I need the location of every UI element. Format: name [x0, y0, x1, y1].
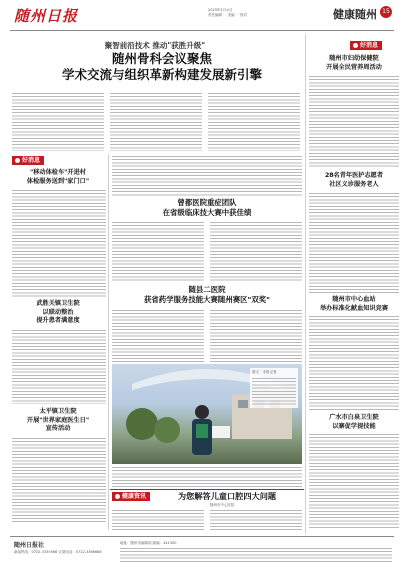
center-story1-body-col2: [210, 222, 302, 282]
center-top-body: [112, 156, 302, 196]
editor-line: 责任编辑 · · 美编 · · 校对: [208, 13, 248, 17]
center-story2-body-col2: [210, 310, 302, 362]
right-story4-body: [309, 434, 399, 530]
bottom-byline: 随州市中心医院: [210, 503, 235, 507]
footer-address: 地址：随州市编辑部 邮编：441300: [120, 541, 177, 545]
masthead: [0, 0, 402, 36]
right-column-divider: [305, 34, 306, 534]
logo-text: 随州日报: [14, 7, 79, 25]
right-story1-title: 随州市妇幼保健院 开展全民营养周活动: [326, 55, 382, 71]
photo-caption: 图文：本报记者: [252, 370, 277, 374]
left-story1-title: "移动体检车"开进村 体检服务送到"家门口": [26, 169, 90, 185]
left-story3-title: 太平镇卫生院 开展"世界家庭医生日" 宣传活动: [26, 408, 90, 432]
bottom-tag: 健康资讯: [112, 492, 150, 501]
footer-paper-name: 随州日报社: [14, 542, 45, 549]
center-story2-title: 随县二医院 获省药学服务技能大赛随州赛区"双奖": [144, 285, 270, 304]
footer-rule: [10, 536, 394, 537]
lead-body-col3: [208, 93, 300, 151]
section-title: 健康随州: [333, 8, 377, 21]
right-tag: 好消息: [350, 41, 382, 50]
left-story2-title: 武胜关镇卫生院 以联动整治 提升患者满意度: [36, 300, 80, 324]
masthead-meta: [208, 8, 318, 22]
left-column-divider: [108, 154, 109, 530]
left-story3-body: [12, 438, 106, 524]
center-bottom-body: [112, 467, 302, 487]
lead-title: 随州骨科会议聚焦 学术交流与组织革新构建发展新引擎: [61, 51, 262, 82]
left-story1-body: [12, 190, 106, 298]
bottom-rule: [110, 489, 304, 490]
lead-body-col2: [110, 93, 202, 151]
footer-hotline: 新闻热线：0722-3335566 订阅电话：0722-3366666: [14, 550, 102, 554]
right-story3-body: [309, 316, 399, 412]
left-tag: 好消息: [12, 156, 44, 165]
right-story2-title: 28名青年医护志愿者 社区义诊服务老人: [324, 172, 384, 188]
news-photo: [112, 364, 302, 464]
page-number-badge: [380, 6, 392, 18]
right-story4-title: 广水市白泉卫生院 以寨促学提技能: [329, 414, 379, 430]
masthead-logo: [14, 6, 114, 24]
lead-body-col1: [12, 93, 104, 151]
bottom-title: 为您解答儿童口腔四大问题: [177, 491, 277, 501]
left-story2-body: [12, 330, 106, 404]
lead-kicker: 聚智前沿技术 推动"获胜升级": [104, 41, 206, 50]
page-number: 15: [382, 8, 390, 15]
center-story1-title: 曾都医院重症团队 在省级临床技大赛中获佳绩: [162, 198, 252, 217]
center-story1-body-col1: [112, 222, 204, 282]
right-story1-body: [309, 76, 399, 168]
photo-caption-box: [250, 368, 298, 408]
right-story3-title: 随州市中心血站 举办标准化献血知识竞赛: [319, 296, 389, 312]
footer-fineprint: [120, 548, 392, 562]
bottom-body-col2: [210, 510, 302, 532]
date-line: 2023年1月×日: [208, 8, 233, 12]
masthead-rule: [10, 30, 394, 31]
right-story2-body: [309, 193, 399, 293]
photo-caption-lines: [252, 378, 296, 406]
bottom-body-col1: [112, 510, 204, 532]
center-story2-body-col1: [112, 310, 204, 362]
